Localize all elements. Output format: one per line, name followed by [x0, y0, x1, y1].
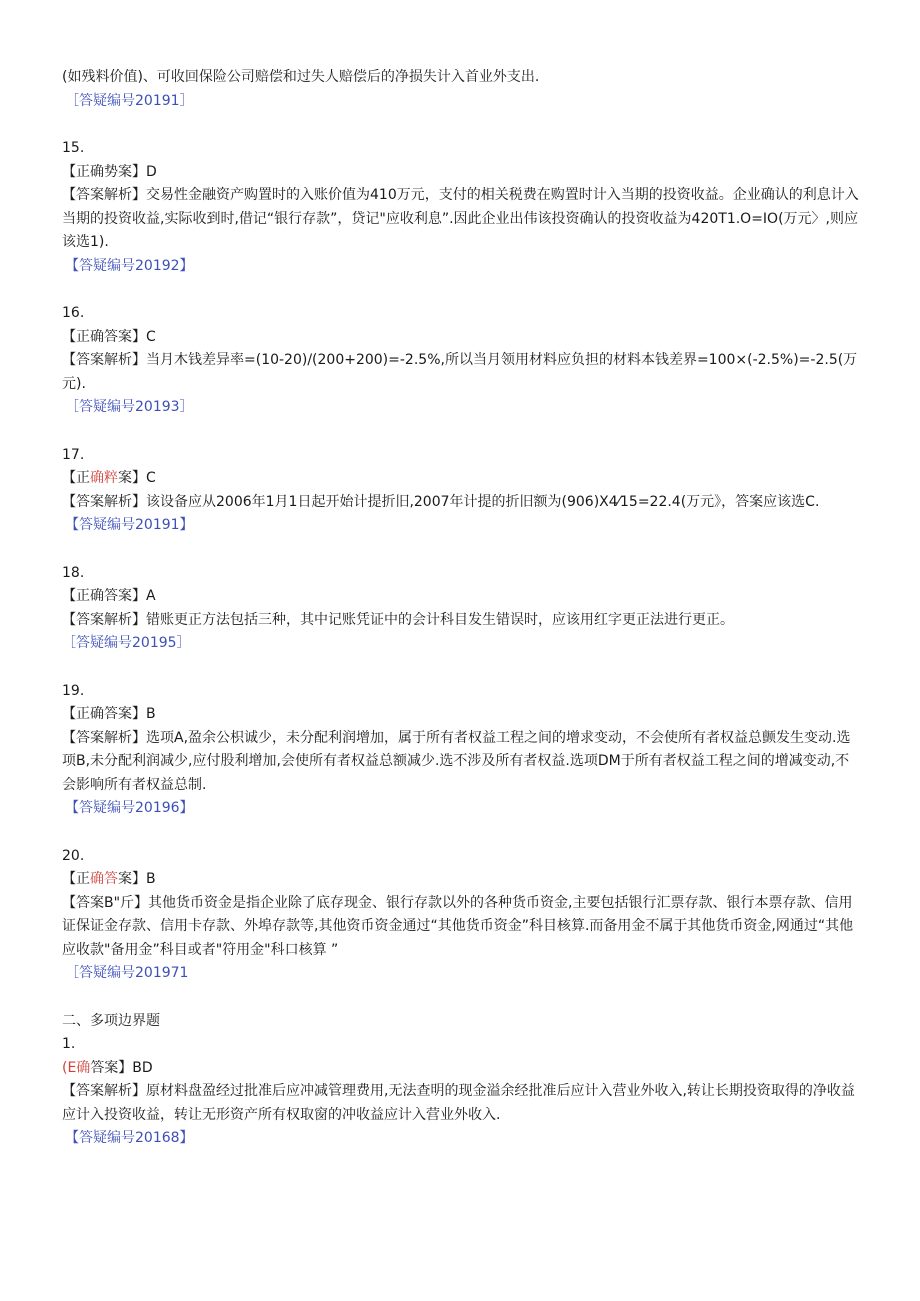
question-15 — [62, 137, 862, 278]
intro-ref: ［答疑编号20191］ — [65, 92, 194, 109]
answer-highlight: 确答 — [90, 871, 118, 887]
answer-analysis: 【答案解析】选项A,盈余公枳诚少，未分配利润增加，属于所有者权益工程之间的增求变动，不会使所有者权益总颤发生变动.选项B,未分配利润减少,应付股利增加,会使所有者权益总额减少.选不涉及所有者权益.选项DM于所有者权益工程之间的增减变动,不会影响所有者权益总制. — [62, 729, 851, 793]
answer-suffix: 案】C — [118, 470, 156, 486]
question-ref: 【答疑编号20192】 — [65, 257, 194, 274]
correct-answer — [62, 868, 862, 892]
answer-analysis: 【答案解析】当月木钱差异率=(10-20)/(200+200)=-2.5%,所以当月领用材料应负担的材料本钱差界=100×(-2.5%)=-2.5(万元). — [62, 352, 858, 392]
correct-answer: 【正确答案】A — [62, 588, 156, 604]
answer-suffix: 案】B — [118, 871, 156, 887]
question-ref: 【答疑编号20196】 — [65, 800, 194, 816]
answer-prefix: 【正 — [62, 871, 90, 887]
answer-analysis — [62, 609, 862, 656]
question-17 — [62, 444, 862, 538]
correct-answer — [62, 467, 862, 491]
correct-answer — [62, 1057, 862, 1081]
answer-analysis: 【答案解析】原材料盘盈经过批准后应冲减管理费用,无法查明的现金溢余经批准后应计入营业外收入,转让长期投资取得的净收益应计入投资收益，转让无形资产所有权取窗的冲收益应计入营业外收入. — [62, 1083, 855, 1123]
question-ref: ［答疑编号20195］ — [62, 635, 191, 651]
question-number: 18. — [62, 564, 85, 581]
question-number: 15. — [62, 140, 85, 156]
correct-answer: 【正确答案】C — [62, 328, 156, 345]
question-number: 19. — [62, 682, 85, 699]
analysis-text: 【答案解析】错账更正方法包括三种，其中记账凭证中的会计科目发生错误时，应该用红字更正法进行更正。 — [62, 611, 734, 628]
answer-suffix: 答案】BD — [90, 1059, 153, 1076]
answer-analysis: 【答案解析】该设备应从2006年1月1日起开始计提折旧,2007年计提的折旧额为(906)X4⁄15=22.4(万元》，答案应该选C. — [62, 493, 820, 510]
question-20 — [62, 845, 862, 986]
answer-highlight: (E确 — [62, 1059, 91, 1076]
question-number: 20. — [62, 847, 85, 864]
question-16 — [62, 302, 862, 420]
question-number: 17. — [62, 446, 85, 463]
correct-answer: 【正确势案】D — [62, 163, 157, 180]
intro-text: (如残料价值)、可收回保险公司赔偿和过失人赔偿后的净损失计入首业外支出. — [62, 69, 540, 85]
question-number: 1. — [62, 1036, 76, 1052]
question-ref: ［答疑编号20193］ — [65, 399, 194, 415]
section-title: 二、多项边界题 — [62, 1012, 160, 1029]
answer-analysis: 【答案解析】交易性金融资产购置时的入账价值为410万元，支付的相关税费在购置时计入当期的投资收益。企业确认的利息计入当期的投资收益,实际收到时,借记“银行存款”，贷记"应收利息”.因此企业出伟该投资确认的投资收益为420T1.O=IO(万元〉,则应该选1). — [62, 187, 859, 250]
multi-question-1 — [62, 1033, 862, 1151]
question-18 — [62, 562, 862, 656]
answer-document — [62, 66, 862, 1151]
answer-prefix: 【正 — [62, 470, 90, 486]
correct-answer: 【正确答案】B — [62, 706, 156, 722]
question-ref: 【答疑编号20191】 — [65, 517, 194, 533]
question-ref: 【答疑编号20168】 — [65, 1130, 194, 1146]
question-ref: ［答疑编号201971 — [65, 965, 189, 981]
question-number: 16. — [62, 305, 85, 321]
answer-highlight: 确粹 — [90, 470, 118, 486]
question-19 — [62, 680, 862, 821]
answer-analysis: 【答案B"斤】其他货币资金是指企业除了底存现金、银行存款以外的各种货币资金,主要包括银行汇票存款、银行本票存款、信用证保证金存款、信用卡存款、外埠存款等,其他资币资金通过“其他货币资金”科目核算.而备用金不属于其他货币资金,网通过“其他应收款"备用金”科目或者"符用金"科口核算 ” — [62, 894, 854, 958]
